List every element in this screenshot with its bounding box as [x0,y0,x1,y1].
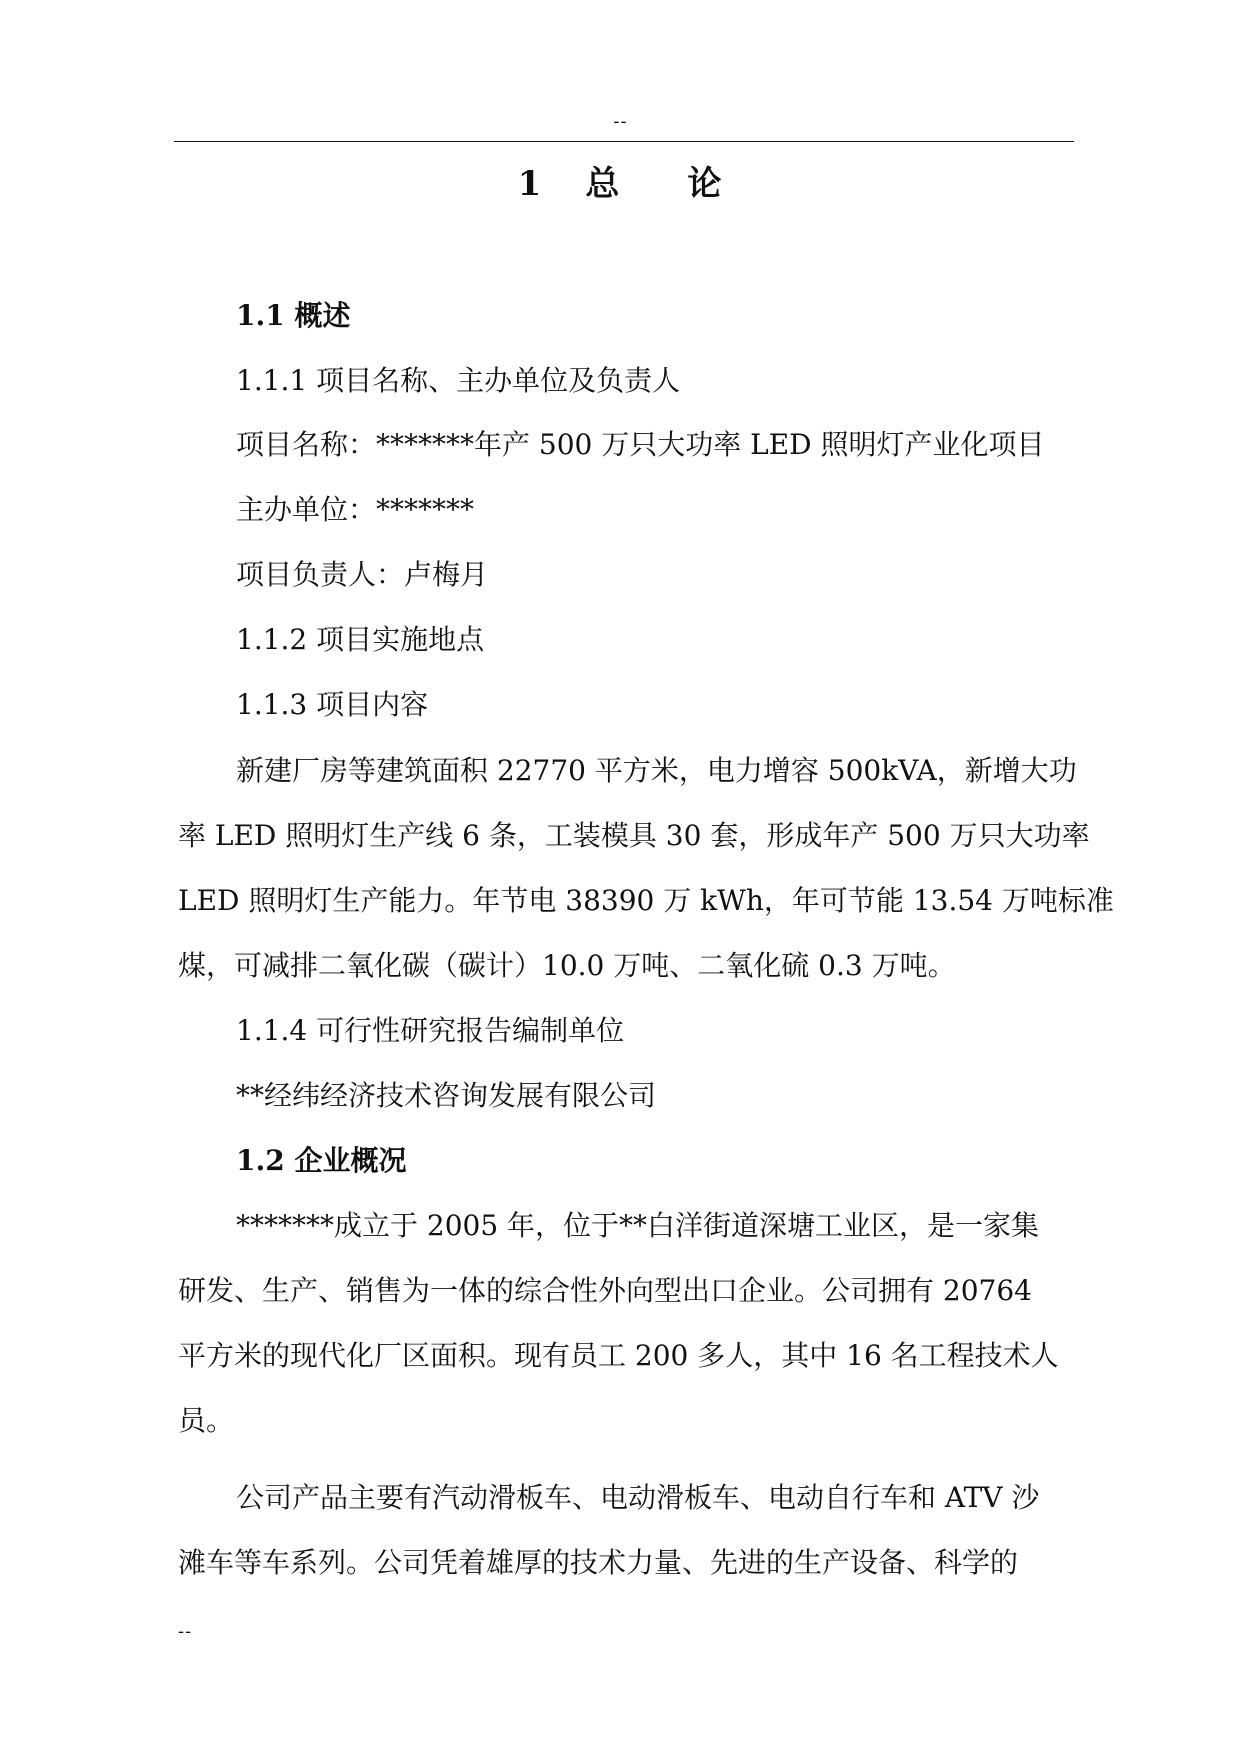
subsection-heading-1-1-2: 1.1.2 项目实施地点 [236,623,485,656]
footer-mark: -- [178,1621,193,1642]
chapter-number: 1 [517,164,544,204]
company-paragraph-line: 研发、生产、销售为一体的综合性外向型出口企业。公司拥有 20764 [178,1274,1032,1307]
subsection-heading-1-1-3: 1.1.3 项目内容 [236,688,429,721]
chapter-title-word-1: 总 [585,164,622,204]
products-paragraph-line: 滩车等车系列。公司凭着雄厚的技术力量、先进的生产设备、科学的 [178,1546,1019,1579]
content-paragraph-line: 率 LED 照明灯生产线 6 条，工装模具 30 套，形成年产 500 万只大功率 [178,819,1090,852]
compiler-unit: **经纬经济技术咨询发展有限公司 [236,1079,657,1112]
header-rule [174,141,1074,142]
project-leader: 项目负责人：卢梅月 [236,558,489,591]
chapter-title-word-2: 论 [687,164,724,204]
company-paragraph-line: *******成立于 2005 年，位于**白洋街道深塘工业区，是一家集 [236,1209,1040,1242]
header-mark: -- [613,111,628,132]
section-heading-1-2: 1.2 企业概况 [236,1144,407,1177]
subsection-heading-1-1-1: 1.1.1 项目名称、主办单位及负责人 [236,364,681,397]
host-unit: 主办单位：******* [236,493,475,526]
subsection-heading-1-1-4: 1.1.4 可行性研究报告编制单位 [236,1014,625,1047]
company-paragraph-line: 平方米的现代化厂区面积。现有员工 200 多人，其中 16 名工程技术人 [178,1339,1059,1372]
section-heading-1-1: 1.1 概述 [236,299,351,332]
company-paragraph-line: 员。 [178,1404,235,1437]
products-paragraph-line: 公司产品主要有汽动滑板车、电动滑板车、电动自行车和 ATV 沙 [236,1481,1040,1514]
content-paragraph-line: 新建厂房等建筑面积 22770 平方米，电力增容 500kVA，新增大功 [236,754,1077,787]
chapter-title [0,160,1241,208]
project-name: 项目名称：*******年产 500 万只大功率 LED 照明灯产业化项目 [236,428,1045,461]
content-paragraph-line: 煤，可减排二氧化碳（碳计）10.0 万吨、二氧化硫 0.3 万吨。 [178,949,956,982]
content-paragraph-line: LED 照明灯生产能力。年节电 38390 万 kWh，年可节能 13.54 万吨标准 [178,884,1114,917]
